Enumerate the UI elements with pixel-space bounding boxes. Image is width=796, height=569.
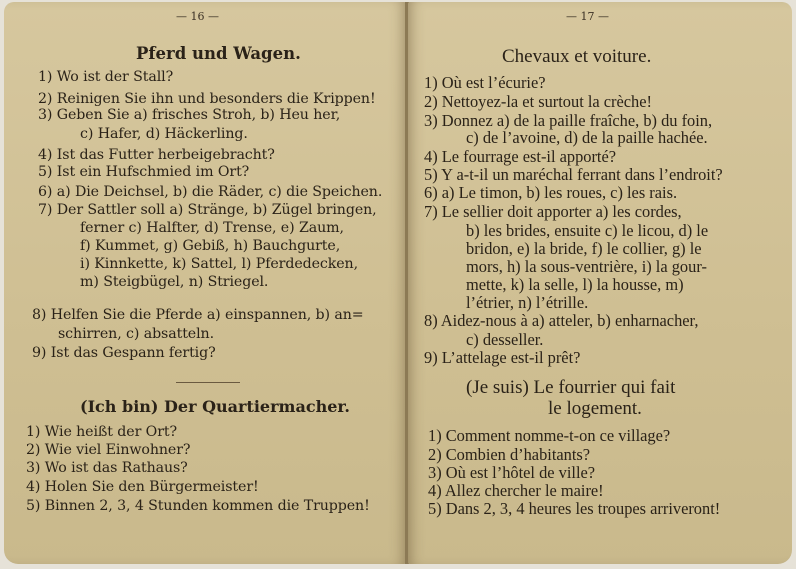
text-line: 4) Allez chercher le maire! bbox=[428, 481, 604, 500]
text-line: 3) Donnez a) de la paille fraîche, b) du foin, bbox=[424, 111, 713, 130]
text-line: 6) a) Die Deichsel, b) die Räder, c) die Speichen. bbox=[38, 184, 383, 200]
page-number-right: — 17 — bbox=[566, 10, 609, 23]
text-line: 2) Reinigen Sie ihn und besonders die Krippen! bbox=[38, 91, 376, 107]
section-title-fourrier-line1: (Je suis) Le fourrier qui fait bbox=[466, 377, 676, 398]
text-line: 5) Dans 2, 3, 4 heures les troupes arriveront! bbox=[428, 499, 721, 518]
text-line: 9) Ist das Gespann fertig? bbox=[32, 345, 216, 361]
text-line: 7) Der Sattler soll a) Stränge, b) Zügel bringen, bbox=[38, 202, 377, 218]
text-line: 5) Y a-t-il un maréchal ferrant dans l’endroit? bbox=[424, 165, 723, 184]
text-line: 5) Binnen 2, 3, 4 Stunden kommen die Truppen! bbox=[26, 498, 370, 514]
text-line: 7) Le sellier doit apporter a) les cordes, bbox=[424, 202, 682, 221]
text-line: l’étrier, n) l’étrille. bbox=[466, 293, 589, 312]
text-line: 1) Comment nomme-t-on ce village? bbox=[428, 426, 671, 445]
text-line: 4) Ist das Futter herbeigebracht? bbox=[38, 147, 275, 163]
text-line: ferner c) Halfter, d) Trense, e) Zaum, bbox=[80, 220, 344, 236]
text-line: i) Kinnkette, k) Sattel, l) Pferdedecken, bbox=[80, 256, 358, 272]
text-line: 5) Ist ein Hufschmied im Ort? bbox=[38, 164, 250, 180]
page-number-left: — 16 — bbox=[176, 10, 219, 23]
text-line: 3) Où est l’hôtel de ville? bbox=[428, 463, 596, 482]
text-line: 8) Helfen Sie die Pferde a) einspannen, b) an= bbox=[32, 307, 364, 323]
section-title-pferd-und-wagen: Pferd und Wagen. bbox=[136, 44, 301, 63]
text-line: 4) Le fourrage est-il apporté? bbox=[424, 147, 617, 166]
left-page bbox=[4, 2, 406, 564]
text-line: 3) Geben Sie a) frisches Stroh, b) Heu her, bbox=[38, 107, 341, 123]
text-line: c) de l’avoine, d) de la paille hachée. bbox=[466, 128, 708, 147]
text-line: 2) Wie viel Einwohner? bbox=[26, 442, 191, 458]
text-line: 3) Wo ist das Rathaus? bbox=[26, 460, 188, 476]
text-line: 2) Nettoyez-la et surtout la crèche! bbox=[424, 92, 652, 111]
text-line: f) Kummet, g) Gebiß, h) Bauchgurte, bbox=[80, 238, 341, 254]
section-title-fourrier-line2: le logement. bbox=[548, 398, 642, 419]
text-line: mette, k) la selle, l) la housse, m) bbox=[466, 275, 684, 294]
open-booklet bbox=[4, 2, 792, 564]
text-line: bridon, e) la bride, f) le collier, g) le bbox=[466, 239, 702, 258]
text-line: 8) Aidez-nous à a) atteler, b) enharnacher, bbox=[424, 311, 699, 330]
section-title-quartiermacher: (Ich bin) Der Quartiermacher. bbox=[80, 397, 350, 416]
text-line: schirren, c) absatteln. bbox=[58, 326, 214, 342]
right-page bbox=[408, 2, 792, 564]
text-line: 1) Wie heißt der Ort? bbox=[26, 424, 177, 440]
text-line: 1) Wo ist der Stall? bbox=[38, 69, 174, 85]
text-line: m) Steigbügel, n) Striegel. bbox=[80, 274, 269, 290]
text-line: 4) Holen Sie den Bürgermeister! bbox=[26, 479, 259, 495]
text-line: 2) Combien d’habitants? bbox=[428, 445, 591, 464]
text-line: b) les brides, ensuite c) le licou, d) le bbox=[466, 221, 709, 240]
text-line: 9) L’attelage est-il prêt? bbox=[424, 348, 581, 367]
text-line: mors, h) la sous-ventrière, i) la gour- bbox=[466, 257, 707, 276]
text-line: c) desseller. bbox=[466, 330, 544, 349]
section-title-chevaux-et-voiture: Chevaux et voiture. bbox=[502, 46, 652, 67]
section-divider bbox=[176, 382, 240, 383]
text-line: 1) Où est l’écurie? bbox=[424, 73, 546, 92]
text-line: 6) a) Le timon, b) les roues, c) les rais. bbox=[424, 183, 678, 202]
text-line: c) Hafer, d) Häckerling. bbox=[80, 126, 248, 142]
